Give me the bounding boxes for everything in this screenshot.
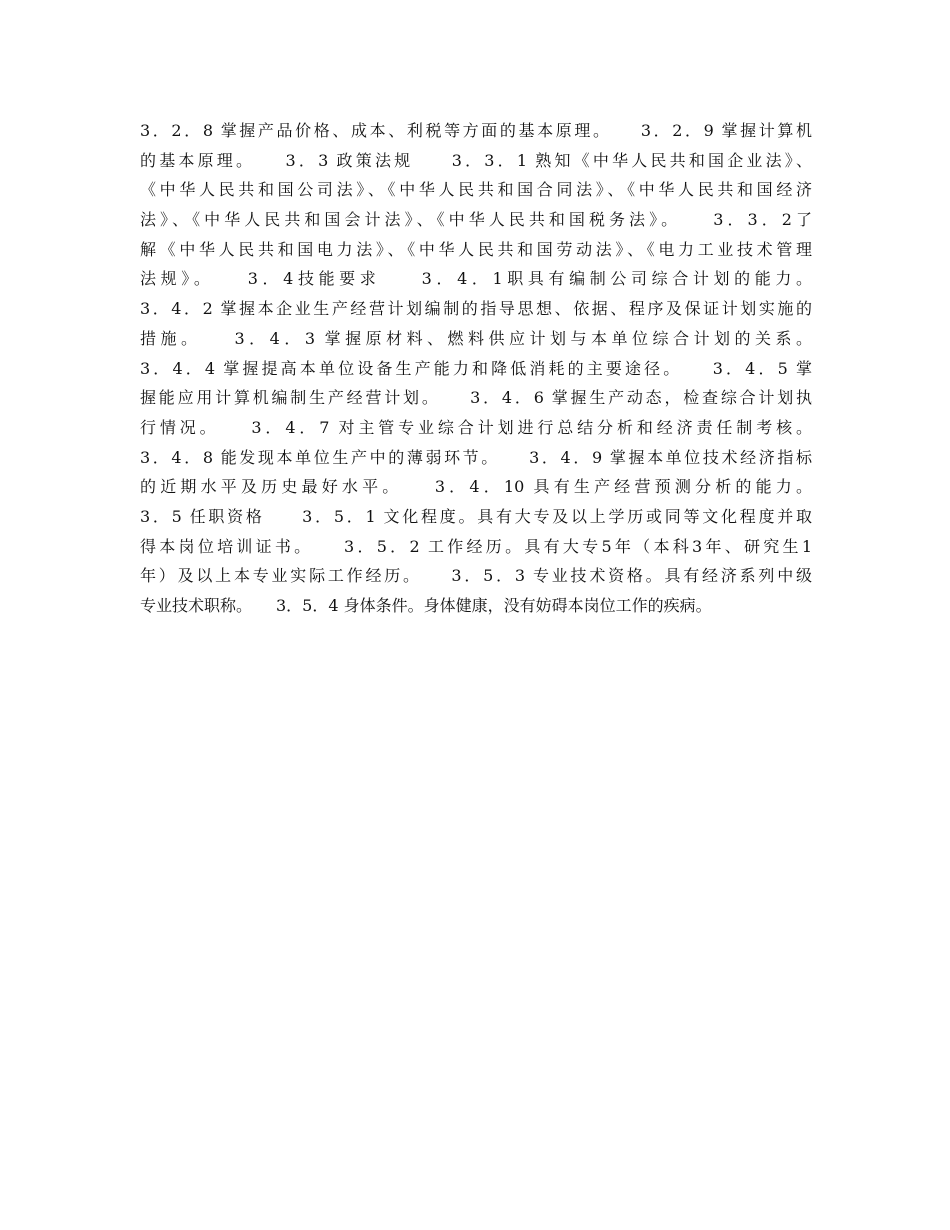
text-line: 3．2．8 掌握产品价格、成本、利税等方面的基本原理。 3．2．9 掌握计算机 xyxy=(140,121,812,140)
text-line: 3．4．4 掌握提高本单位设备生产能力和降低消耗的主要途径。 3．4．5 掌 xyxy=(140,358,812,378)
text-line: 专业技术职称。 3．5．4 身体条件。身体健康，没有妨碍本岗位工作的疾病。 xyxy=(140,596,712,615)
text-line: 解《中华人民共和国电力法》、《中华人民共和国劳动法》、《电力工业技术管理 xyxy=(140,239,812,259)
text-line: 握能应用计算机编制生产经营计划。 3．4．6 掌握生产动态，检查综合计划执 xyxy=(140,388,812,408)
text-line: 措施。 3．4．3 掌握原材料、燃料供应计划与本单位综合计划的关系。 xyxy=(140,328,812,348)
text-line: 法规》。 3．4技能要求 3．4．1职具有编制公司综合计划的能力。 xyxy=(140,269,812,289)
text-line: 3．5 任职资格 3．5．1 文化程度。具有大专及以上学历或同等文化程度并取 xyxy=(140,506,812,526)
text-line: 的基本原理。 3．3 政策法规 3．3．1 熟知《中华人民共和国企业法》、 xyxy=(140,150,812,170)
document-body-text xyxy=(140,116,812,621)
text-line: 《中华人民共和国公司法》、《中华人民共和国合同法》、《中华人民共和国经济 xyxy=(140,180,812,200)
text-line: 3．4．8 能发现本单位生产中的薄弱环节。 3．4．9 掌握本单位技术经济指标 xyxy=(140,447,812,467)
text-line: 3．4．2 掌握本企业生产经营计划编制的指导思想、依据、程序及保证计划实施的 xyxy=(140,299,812,319)
text-line: 行情况。 3．4．7 对主管专业综合计划进行总结分析和经济责任制考核。 xyxy=(140,417,812,437)
text-line: 年）及以上本专业实际工作经历。 3．5．3 专业技术资格。具有经济系列中级 xyxy=(140,566,812,586)
text-line: 的近期水平及历史最好水平。 3．4．10 具有生产经营预测分析的能力。 xyxy=(140,477,812,497)
text-line: 得本岗位培训证书。 3．5．2 工作经历。具有大专5年（本科3年、研究生1 xyxy=(140,536,812,556)
text-line: 法》、《中华人民共和国会计法》、《中华人民共和国税务法》。 3．3．2了 xyxy=(140,210,812,230)
